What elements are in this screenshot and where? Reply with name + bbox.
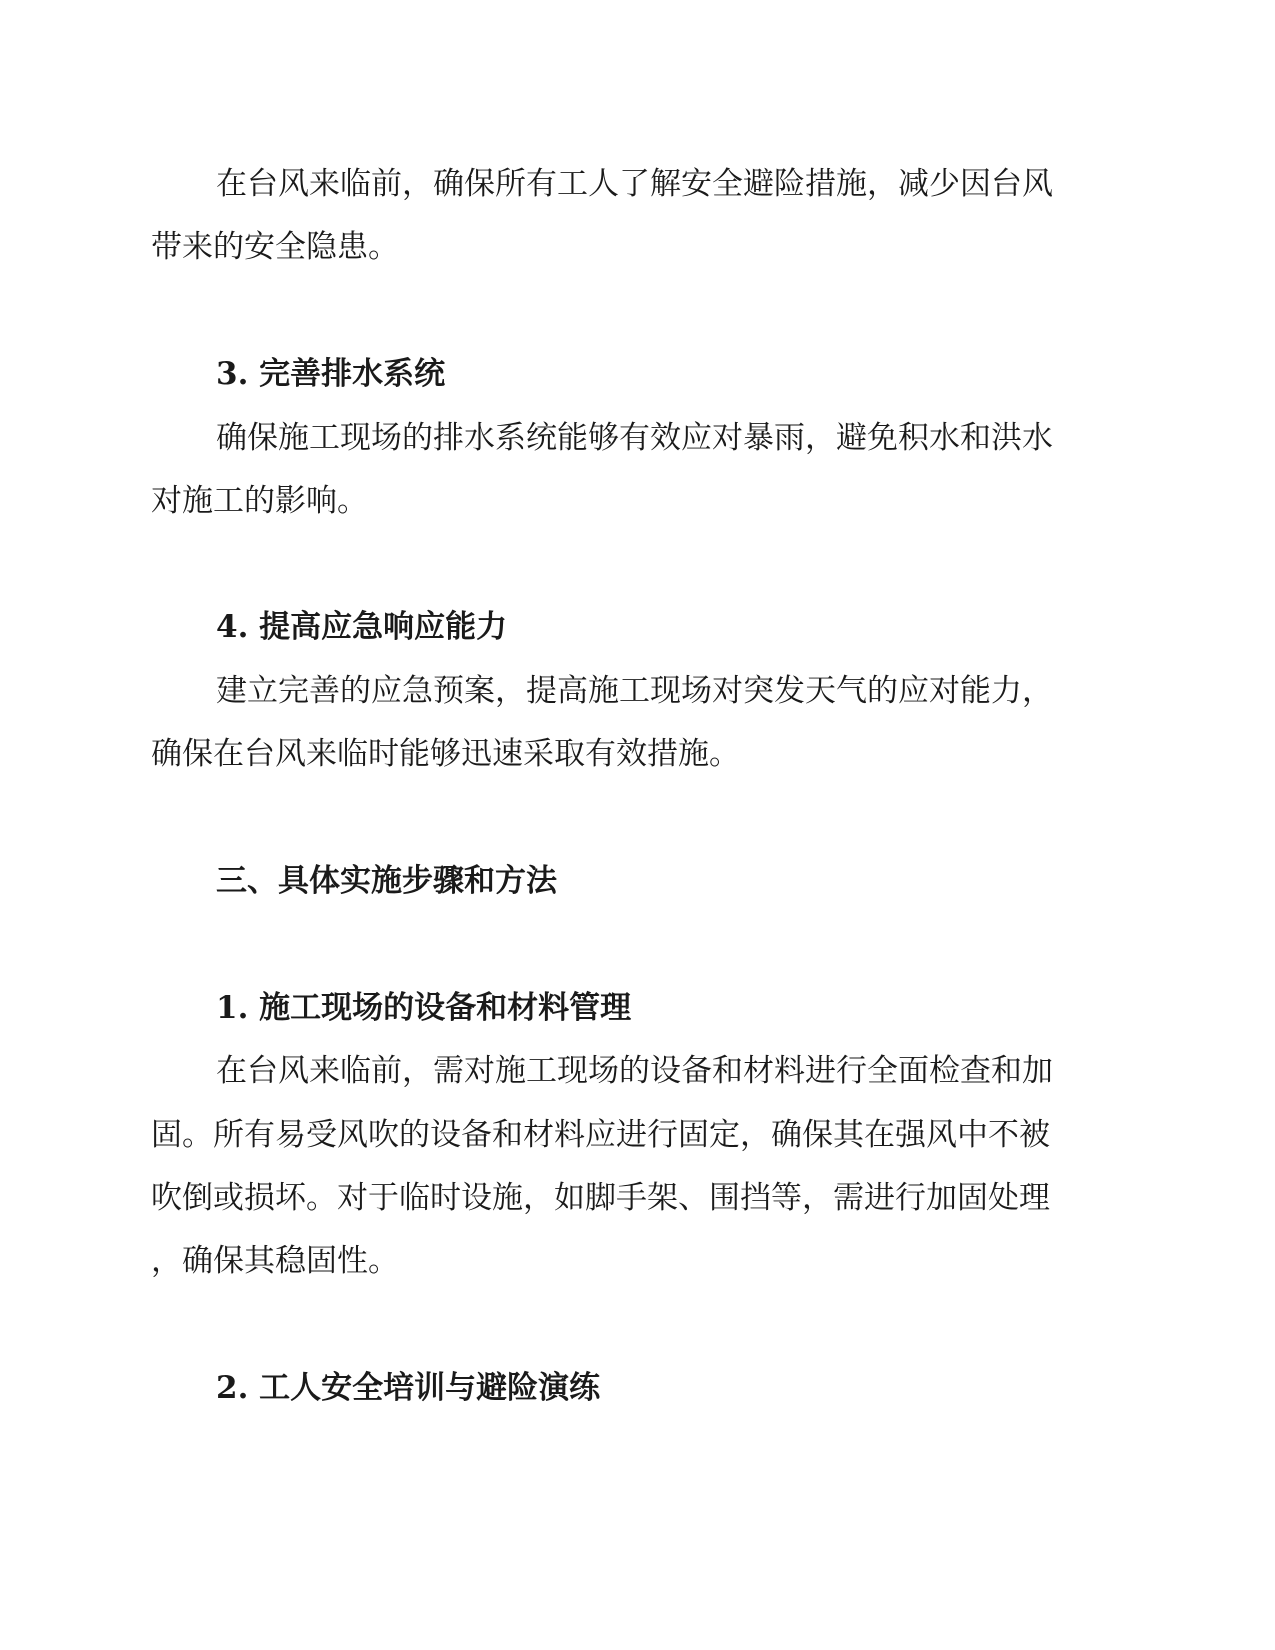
paragraph-line: 确保施工现场的排水系统能够有效应对暴雨，避免积水和洪水 — [216, 420, 1053, 456]
paragraph-line: 建立完善的应急预案，提高施工现场对突发天气的应对能力， — [216, 673, 1053, 709]
paragraph-line: 在台风来临前，需对施工现场的设备和材料进行全面检查和加 — [216, 1053, 1053, 1089]
paragraph-line: 固。所有易受风吹的设备和材料应进行固定，确保其在强风中不被 — [151, 1117, 1050, 1153]
paragraph-line: 在台风来临前，确保所有工人了解安全避险措施，减少因台风 — [216, 166, 1053, 202]
paragraph-line: 对施工的影响。 — [151, 483, 368, 519]
paragraph-line: 确保在台风来临时能够迅速采取有效措施。 — [151, 736, 740, 772]
subheading-training: 2. 工人安全培训与避险演练 — [216, 1370, 601, 1406]
section-heading: 三、具体实施步骤和方法 — [216, 863, 557, 899]
paragraph-line: ，确保其稳固性。 — [151, 1243, 399, 1279]
subheading-emergency: 4. 提高应急响应能力 — [216, 609, 508, 645]
paragraph-line: 吹倒或损坏。对于临时设施，如脚手架、围挡等，需进行加固处理 — [151, 1180, 1050, 1216]
paragraph-line: 带来的安全隐患。 — [151, 229, 399, 265]
subheading-drainage: 3. 完善排水系统 — [216, 356, 446, 392]
subheading-equipment: 1. 施工现场的设备和材料管理 — [216, 990, 632, 1026]
